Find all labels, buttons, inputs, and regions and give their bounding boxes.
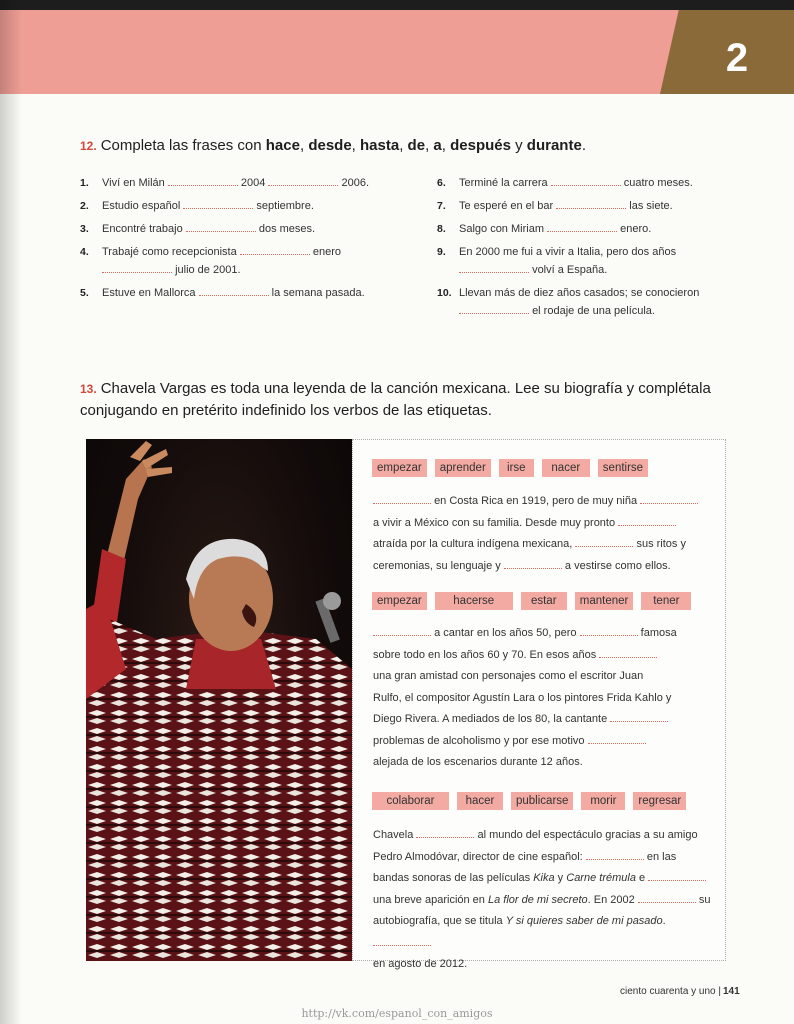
answer-blank[interactable] (610, 711, 668, 722)
verb-tag: irse (499, 459, 534, 477)
verb-tag: regresar (633, 792, 686, 810)
answer-blank[interactable] (547, 221, 617, 232)
answer-blank[interactable] (183, 198, 253, 209)
answer-blank[interactable] (638, 892, 696, 903)
verb-tag: publicarse (511, 792, 573, 810)
answer-blank[interactable] (459, 303, 529, 314)
answer-blank[interactable] (586, 849, 644, 860)
singer-illustration (86, 439, 352, 961)
verb-tag: tener (641, 592, 691, 610)
answer-blank[interactable] (588, 733, 646, 744)
exercise-12-title: 12. Completa las frases con hace, desde, hasta, de, a, después y durante. (80, 137, 586, 154)
verb-tag: mantener (575, 592, 634, 610)
exercise-12-left-column (80, 174, 400, 307)
biography-paragraph-2: a cantar en los años 50, pero famosa sobre todo en los años 60 y 70. En esos años una gran amistad con personajes como el escritor Juan Rulfo, el compositor Agustín Lara o los pintores Frida Kahlo y Diego Rivera. A mediados de los 80, la cantante problemas de alcoholismo y por ese motivo alejada de los escenarios durante 12 años. (373, 627, 677, 768)
binding-shadow (0, 0, 22, 1024)
sentence-1: 1. Viví en Milán 2004 2006. (80, 177, 370, 189)
verb-tag: estar (521, 592, 567, 610)
sentence-9: 9. En 2000 me fui a vivir a Italia, pero dos años volví a España. (437, 246, 677, 276)
verb-tag: empezar (372, 592, 427, 610)
sentence-10: 10. Llevan más de diez años casados; se conocieron el rodaje de una película. (437, 287, 700, 317)
answer-blank[interactable] (373, 625, 431, 636)
answer-blank[interactable] (240, 244, 310, 255)
biography-paragraph-3: Chavela al mundo del espectáculo gracias a su amigo Pedro Almodóvar, director de cine español: en las bandas sonoras de las películas Kika y Carne trémula e una breve aparición en La flor de mi secreto. En 2002 su autobiografía, que se titula Y si quieres saber de mi pasado. en agosto de 2012. (373, 829, 711, 970)
exercise-13-number: 13. (80, 382, 97, 396)
verb-tag: colaborar (372, 792, 449, 810)
answer-blank[interactable] (648, 870, 706, 881)
answer-blank[interactable] (599, 647, 657, 658)
sentence-4: 4. Trabajé como recepcionista enero julio de 2001. (80, 246, 341, 276)
chavela-vargas-photo (86, 439, 352, 961)
answer-blank[interactable] (268, 175, 338, 186)
verb-tags-2 (372, 592, 691, 610)
verb-tag: hacer (457, 792, 503, 810)
sentence-6: 6. Terminé la carrera cuatro meses. (437, 177, 693, 189)
sentence-2: 2. Estudio español septiembre. (80, 200, 314, 212)
answer-blank[interactable] (373, 935, 431, 946)
answer-blank[interactable] (102, 262, 172, 273)
exercise-12-right-column (437, 174, 757, 325)
answer-blank[interactable] (618, 515, 676, 526)
answer-blank[interactable] (504, 558, 562, 569)
unit-number: 2 (725, 36, 749, 80)
answer-blank[interactable] (168, 175, 238, 186)
answer-blank[interactable] (373, 493, 431, 504)
verb-tag: hacerse (435, 592, 513, 610)
answer-blank[interactable] (416, 827, 474, 838)
sentence-7: 7. Te esperé en el bar las siete. (437, 200, 673, 212)
answer-blank[interactable] (575, 536, 633, 547)
verb-tag: empezar (372, 459, 427, 477)
answer-blank[interactable] (580, 625, 638, 636)
sentence-5: 5. Estuve en Mallorca la semana pasada. (80, 287, 365, 299)
answer-blank[interactable] (640, 493, 698, 504)
page-number: 141 (723, 986, 740, 997)
verb-tag: sentirse (598, 459, 648, 477)
page-footer: ciento cuarenta y uno | 141 (620, 986, 740, 997)
sentence-3: 3. Encontré trabajo dos meses. (80, 223, 316, 235)
verb-tag: nacer (542, 459, 590, 477)
answer-blank[interactable] (199, 285, 269, 296)
sentence-8: 8. Salgo con Miriam enero. (437, 223, 652, 235)
answer-blank[interactable] (186, 221, 256, 232)
verb-tag: aprender (435, 459, 491, 477)
answer-blank[interactable] (556, 198, 626, 209)
biography-paragraph-1: en Costa Rica en 1919, pero de muy niña a vivir a México con su familia. Desde muy pronto atraída por la cultura indígena mexicana, sus ritos y ceremonias, su lenguaje y a vestirse como ellos. (373, 491, 718, 577)
top-edge (0, 0, 794, 10)
answer-blank[interactable] (459, 262, 529, 273)
verb-tags-3 (372, 792, 686, 810)
exercise-12-number: 12. (80, 139, 97, 153)
watermark-url: http://vk.com/espanol_con_amigos (301, 1007, 493, 1020)
verb-tag: morir (581, 792, 625, 810)
exercise-13-title: 13. Chavela Vargas es toda una leyenda de la canción mexicana. Lee su biografía y complétala conjugando en pretérito indefinido los verbos de las etiquetas. (80, 380, 711, 419)
answer-blank[interactable] (551, 175, 621, 186)
verb-tags-1 (372, 459, 648, 477)
